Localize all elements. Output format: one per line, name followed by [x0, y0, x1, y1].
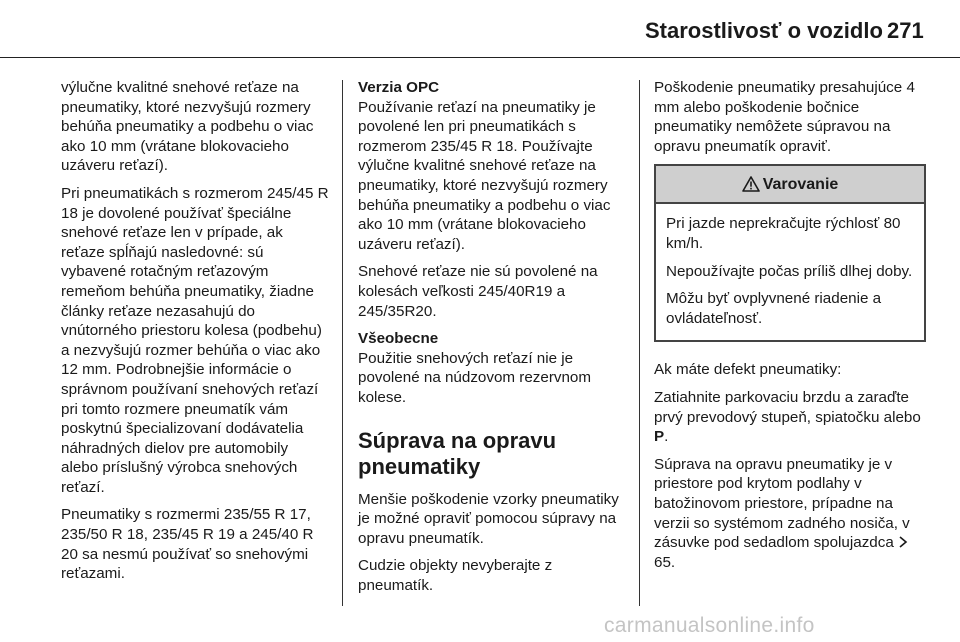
paragraph: Poškodenie pneumatiky presahujúce 4 mm alebo poškodenie bočnice pneumatiky nemôžete súpravou na opravu pneumatík opraviť.: [654, 79, 915, 155]
column-2: [358, 78, 626, 603]
section-heading: Súprava na opravu pneumatiky: [358, 427, 557, 479]
warning-text: Môžu byť ovplyvnené riadenie a ovládateľnosť.: [666, 290, 882, 327]
page-reference-icon: [898, 536, 908, 548]
paragraph: Pneumatiky s rozmermi 235/55 R 17, 235/50 R 18, 235/45 R 19 a 245/40 R 20 sa nesmú používať so snehovými reťazami.: [61, 506, 314, 583]
column-divider: [342, 80, 343, 606]
warning-box: [654, 164, 926, 342]
paragraph: Použitie snehových reťazí nie je povolené na núdzovom rezervnom kolese.: [358, 349, 592, 406]
paragraph: Používanie reťazí na pneumatiky je povolené len pri pneumatikách s rozmerom 235/45 R 18. Používajte výlučne kvalitné snehové reťaze na pneumatiky, ktoré nezvyšujú rozmery behúňa pneumatiky a podbehu o viac ako 10 mm (vrátane blokovacieho uzáveru reťazí).: [358, 98, 611, 253]
column-1: [61, 78, 329, 592]
text-run: Súprava na opravu pneumatiky je v priestore pod krytom podlahy v batožinovom priestore, prípadne na verzii so systémom zadného nosiča, v zásuvke pod sedadlom spolujazdca: [654, 455, 910, 552]
page-number: 271: [887, 18, 924, 43]
paragraph: [654, 388, 926, 447]
warning-header: [656, 166, 924, 204]
paragraph: [654, 455, 926, 573]
gear-p-label: P: [654, 428, 665, 446]
page-header: [0, 0, 960, 58]
paragraph: Ak máte defekt pneumatiky:: [654, 361, 842, 379]
page-reference[interactable]: 65.: [654, 553, 676, 571]
text-run: Zatiahnite parkovaciu brzdu a zaraďte prvý prevodový stupeň, spiatočku alebo: [654, 388, 921, 426]
paragraph: Snehové reťaze nie sú povolené na kolesách veľkosti 245/40R19 a 245/35R20.: [358, 263, 598, 320]
warning-body: [656, 204, 924, 340]
warning-text: Pri jazde neprekračujte rýchlosť 80 km/h.: [666, 215, 901, 252]
page-title: Starostlivosť o vozidlo: [645, 18, 883, 43]
paragraph: výlučne kvalitné snehové reťaze na pneumatiky, ktoré nezvyšujú rozmery behúňa pneumatiky a podbehu o viac ako 10 mm (vrátane blokovacieho uzáveru reťazí).: [61, 79, 314, 175]
warning-triangle-icon: [742, 176, 760, 192]
paragraph: Cudzie objekty nevyberajte z pneumatík.: [358, 557, 553, 594]
column-3: [654, 78, 926, 580]
watermark: carmanualsonline.info: [604, 614, 815, 637]
paragraph: Pri pneumatikách s rozmerom 245/45 R 18 je dovolené používať špeciálne snehové reťaze len v prípade, ak reťaze spĺňajú nasledovné: sú vybavené rotačným reťazovým remeňom behúňa pneumatiky, žiadne články reťaze nezasahujú do vnútorného priestoru kolesa (podbehu) a nezvyšujú rozmer behúňa o viac ako 12 mm. Podrobnejšie informácie o správnom používaní snehových reťazí pri tomto rozmere pneumatík vám poskytnú špecializovaní dodávatelia náhradných dielov pre automobily alebo príslušný výrobca snehových reťazí.: [61, 184, 329, 496]
warning-text: Nepoužívajte počas príliš dlhej doby.: [666, 262, 913, 280]
header-rule: [0, 57, 960, 58]
subheading-general: Všeobecne: [358, 330, 439, 348]
paragraph: Menšie poškodenie vzorky pneumatiky je možné opraviť pomocou súpravy na opravu pneumatík.: [358, 490, 619, 547]
subheading-opc: Verzia OPC: [358, 79, 440, 96]
column-divider: [639, 80, 640, 606]
text-run: .: [664, 428, 669, 446]
warning-title: Varovanie: [762, 175, 839, 193]
